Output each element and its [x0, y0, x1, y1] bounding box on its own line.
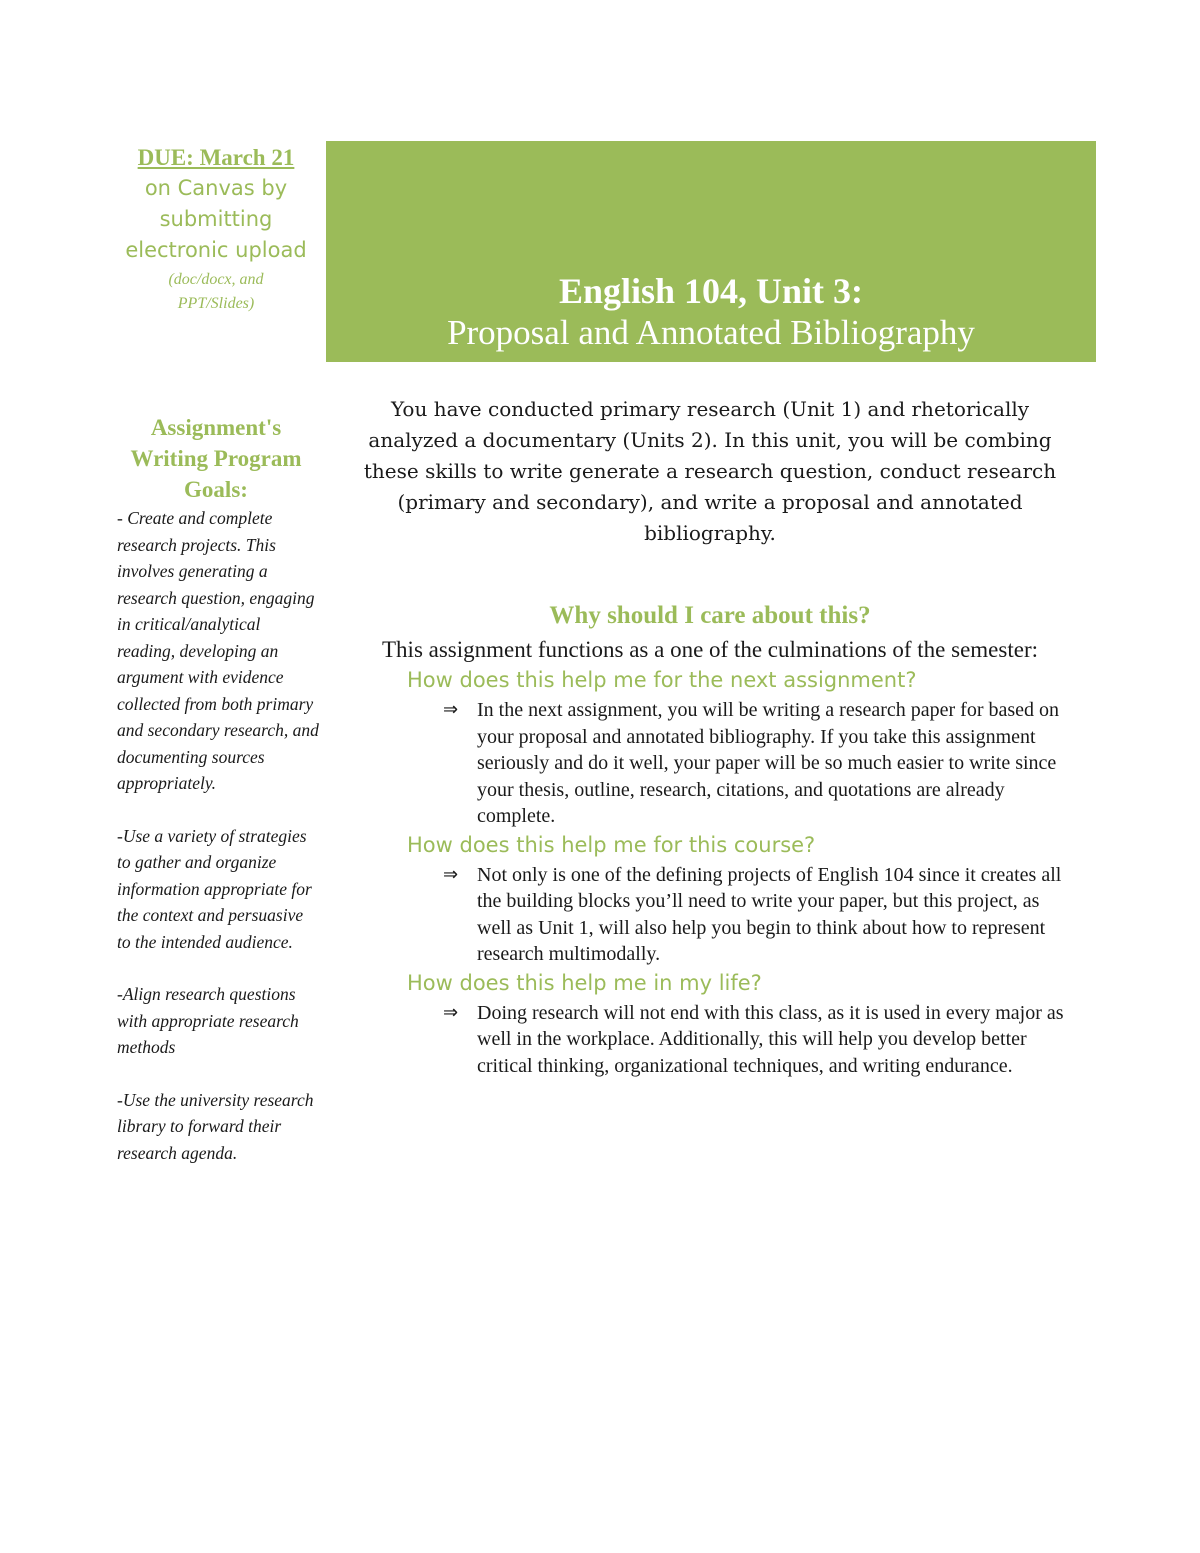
page-title: English 104, Unit 3:: [558, 271, 864, 311]
file-formats: [112, 268, 320, 316]
answer-text: In the next assignment, you will be writing a research paper for based on your proposal and annotated bibliography. If you take this assignment seriously and do it well, your paper will be so much easier to write since your thesis, outline, research, citations, and quotations are already complete.: [477, 699, 1060, 827]
page-subtitle: Proposal and Annotated Bibliography: [447, 313, 975, 352]
submission-instructions: [112, 173, 320, 266]
arrow-bullet-icon: ⇒: [443, 863, 459, 885]
submission-line: electronic upload: [125, 238, 307, 262]
arrow-bullet-icon: ⇒: [443, 699, 459, 720]
goal-item: - Create and complete research projects. This involves generating a research question, engaging in critical/analytical reading, developing an argument with evidence collected from both primary and secondary research, and documenting sources appropriately.: [117, 508, 319, 793]
goals-heading-line: Writing Program: [130, 446, 302, 471]
question-heading: How does this help me for the next assignment?: [407, 668, 917, 692]
goals-heading-line: Assignment's: [150, 415, 282, 440]
goal-item: -Align research questions with appropriate research methods: [117, 984, 299, 1057]
why-description: This assignment functions as a one of the culminations of the semester:: [382, 637, 1038, 662]
file-formats-line: PPT/Slides): [177, 295, 255, 312]
question-heading: How does this help me for this course?: [407, 832, 816, 857]
goal-item: -Use the university research library to forward their research agenda.: [117, 1089, 314, 1163]
submission-line: submitting: [159, 207, 273, 231]
question-heading: How does this help me in my life?: [407, 970, 762, 995]
answer-item: [443, 862, 1075, 968]
goals-heading-line: Goals:: [184, 477, 248, 502]
why-heading: Why should I care about this?: [549, 602, 871, 629]
answer-text: Doing research will not end with this class, as it is used in every major as well in the workplace. Additionally, this will help you develop better critical thinking, organizational techniques, and writing endurance.: [477, 1001, 1064, 1077]
file-formats-line: (doc/docx, and: [168, 271, 264, 288]
goal-item: -Use a variety of strategies to gather and organize information appropriate for the context and persuasive to the intended audience.: [117, 825, 312, 952]
answer-item: [443, 1000, 1075, 1080]
intro-paragraph: You have conducted primary research (Unit 1) and rhetorically analyzed a documentary (Units 2). In this unit, you will be combing these skills to write generate a research question, conduct research (primary and secondary), and write a proposal and annotated bibliography.: [363, 397, 1057, 545]
title-banner: [326, 141, 1096, 362]
arrow-bullet-icon: ⇒: [443, 1001, 459, 1023]
submission-line: on Canvas by: [144, 176, 288, 200]
sidebar: [112, 143, 320, 1166]
main-content: [345, 394, 1075, 1079]
answer-text: Not only is one of the defining projects of English 104 since it creates all the building blocks you’ll need to write your paper, but this project, as well as Unit 1, will also help you begin to think about how to represent research multimodally.: [477, 863, 1062, 965]
answer-item: [443, 697, 1075, 830]
due-date: DUE: March 21: [137, 145, 295, 170]
goals-heading: [112, 412, 320, 505]
